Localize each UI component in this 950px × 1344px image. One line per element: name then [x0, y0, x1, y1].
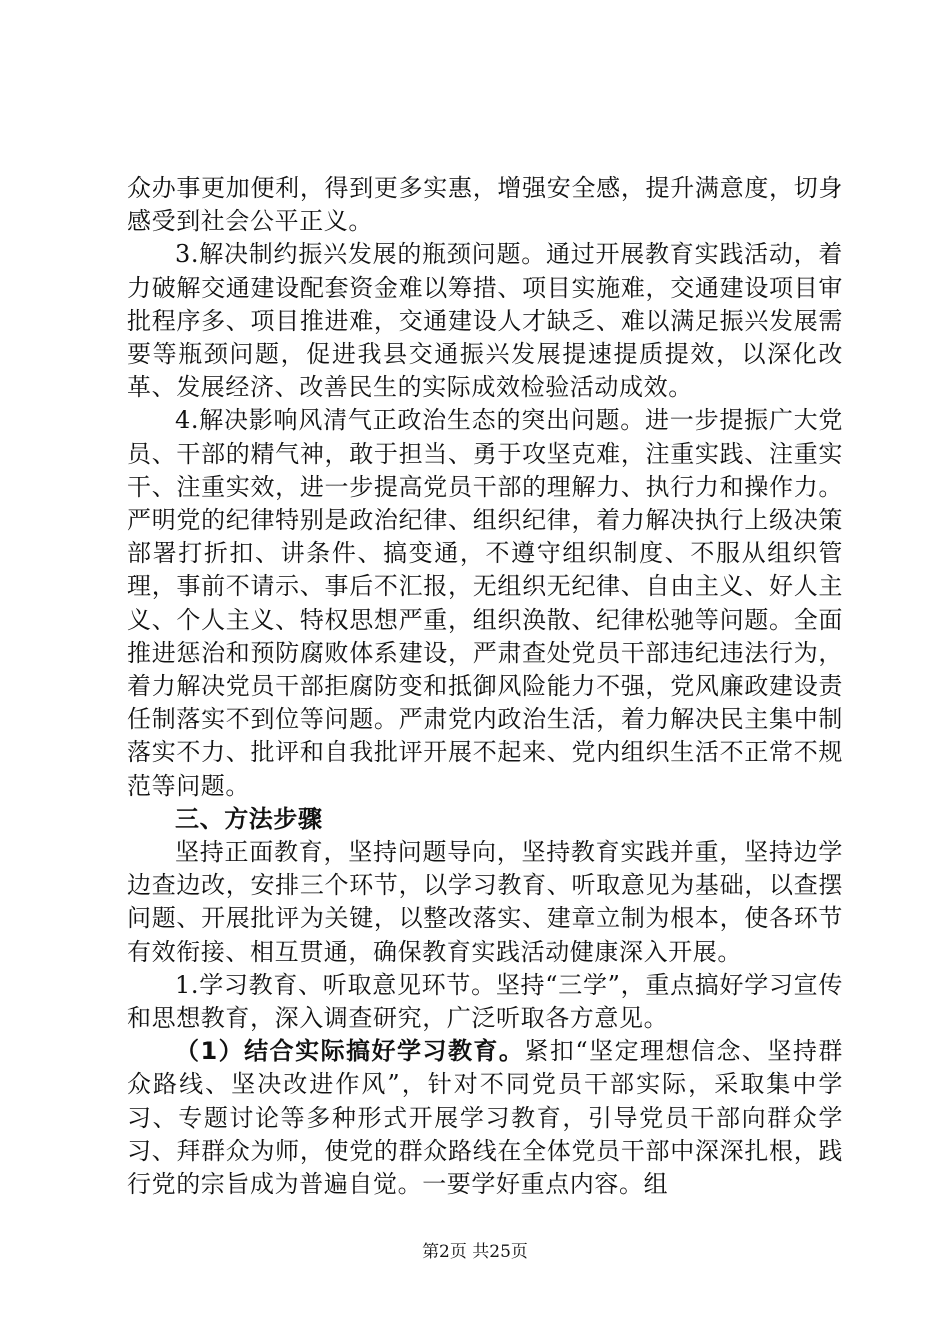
paragraph-methods-intro: 坚持正面教育，坚持问题导向，坚持教育实践并重，坚持边学边查边改，安排三个环节，以学习教育、听取意见为基础，以查摆问题、开展批评为关键，以整改落实、建章立制为根本，使各环节有效衔接、相互贯通，确保教育实践活动健康深入开展。: [127, 838, 843, 966]
paragraph-step-1-1: [127, 1035, 843, 1201]
page-number-footer: 第2页 共25页: [422, 1242, 528, 1262]
paragraph-continuation: 众办事更加便利，得到更多实惠，增强安全感，提升满意度，切身感受到社会公平正义。: [127, 174, 843, 236]
paragraph-item-3: 3.解决制约振兴发展的瓶颈问题。通过开展教育实践活动，着力破解交通建设配套资金难以筹措、项目实施难，交通建设项目审批程序多、项目推进难，交通建设人才缺乏、难以满足振兴发展需要等瓶颈问题，促进我县交通振兴发展提速提质提效，以深化改革、发展经济、改善民生的实际成效检验活动成效。: [127, 240, 843, 402]
document-body: [127, 172, 843, 1201]
paragraph-step-1: 1.学习教育、听取意见环节。坚持“三学”，重点搞好学习宣传和思想教育，深入调查研究，广泛听取各方意见。: [127, 970, 843, 1033]
section-heading-methods: 三、方法步骤: [175, 804, 323, 833]
paragraph-lead-bold: （1）结合实际搞好学习教育。: [175, 1037, 525, 1066]
paragraph-item-4: 4.解决影响风清气正政治生态的突出问题。进一步提振广大党员、干部的精气神，敢于担当、勇于攻坚克难，注重实践、注重实干、注重实效，进一步提高党员干部的理解力、执行力和操作力。严明党的纪律特别是政治纪律、组织纪律，着力解决执行上级决策部署打折扣、讲条件、搞变通，不遵守组织制度、不服从组织管理，事前不请示、事后不汇报，无组织无纪律、自由主义、好人主义、个人主义、特权思想严重，组织涣散、纪律松驰等问题。全面推进惩治和预防腐败体系建设，严肃查处党员干部违纪违法行为，着力解决党员干部拒腐防变和抵御风险能力不强，党风廉政建设责任制落实不到位等问题。严肃党内政治生活，着力解决民主集中制落实不力、批评和自我批评开展不起来、党内组织生活不正常不规范等问题。: [127, 406, 843, 800]
paragraph-body: 紧扣“坚定理想信念、坚持群众路线、坚决改进作风”，针对不同党员干部实际，采取集中学习、专题讨论等多种形式开展学习教育，引导党员干部向群众学习、拜群众为师，使党的群众路线在全体党员干部中深深扎根，践行党的宗旨成为普遍自觉。一要学好重点内容。组: [127, 1037, 843, 1199]
